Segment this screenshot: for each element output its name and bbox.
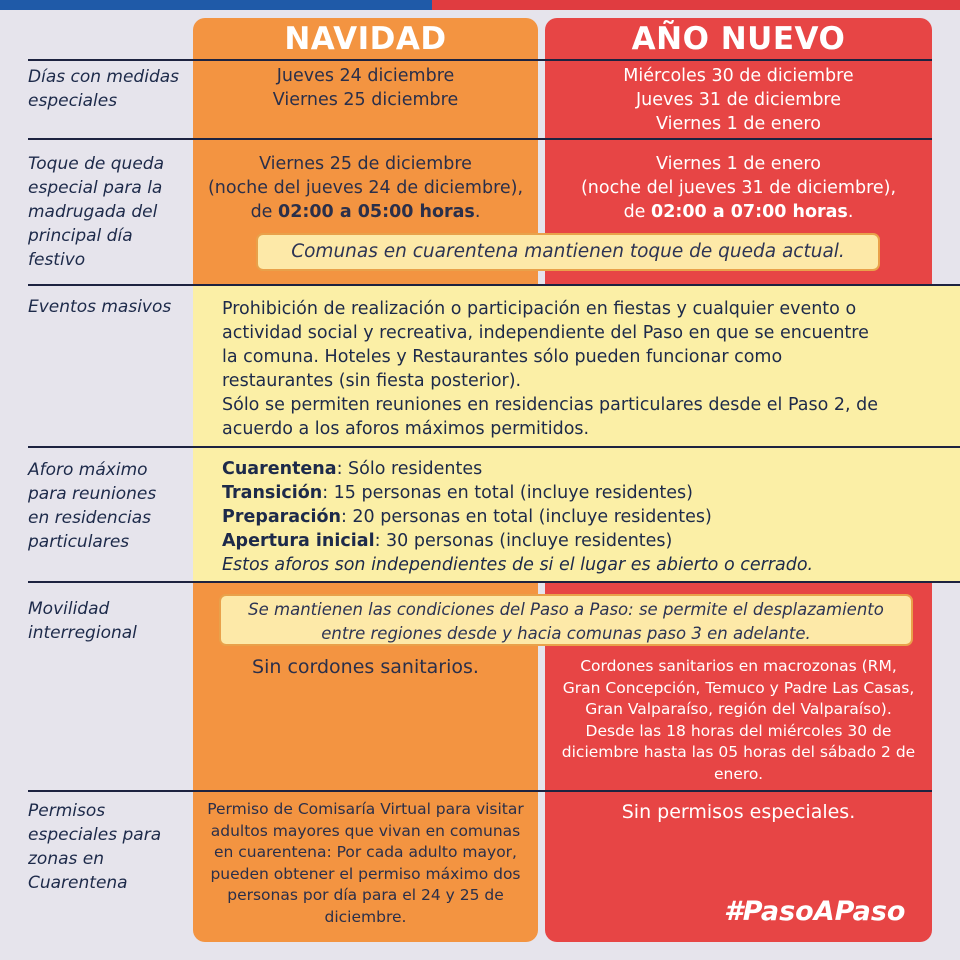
row-divider: [28, 284, 960, 286]
movilidad-ano-line: Cordones sanitarios en macrozonas (RM,: [580, 657, 897, 675]
top-bar-blue: [0, 0, 432, 10]
toque-prefix: de: [623, 202, 652, 222]
movilidad-ano-line: Desde las 18 horas del miércoles 30 de: [585, 721, 892, 740]
permisos-navidad-line: en cuarentena: Por cada adulto mayor,: [214, 843, 517, 861]
aforo-desc: : 15 personas en total (incluye residentes): [322, 483, 694, 503]
movilidad-ano-line: Gran Valparaíso, región del Valparaíso).: [585, 700, 892, 718]
movilidad-note-line: entre regiones desde y hacia comunas paso 3 en adelante.: [321, 624, 811, 643]
permisos-navidad: [193, 799, 538, 928]
toque-navidad-line: (noche del jueves 24 de diciembre),: [207, 178, 524, 198]
toque-suffix: .: [847, 202, 854, 222]
movilidad-ano: [545, 656, 932, 785]
dias-ano-line: Jueves 31 de diciembre: [635, 90, 842, 110]
eventos-line: la comuna. Hoteles y Restaurantes sólo pueden funcionar como: [222, 347, 783, 367]
toque-prefix: de: [250, 202, 279, 222]
toque-ano-line: (noche del jueves 31 de diciembre),: [580, 178, 897, 198]
row-divider: [28, 581, 960, 583]
dias-ano-line: Miércoles 30 de diciembre: [623, 66, 854, 86]
row-label-toque: Toque de queda especial para la madrugada del principal día festivo: [28, 154, 164, 270]
toque-navidad-line: Viernes 25 de diciembre: [259, 154, 472, 174]
row-label-permisos: Permisos especiales para zonas en Cuarentena: [28, 801, 162, 893]
curfew-note: Comunas en cuarentena mantienen toque de queda actual.: [256, 233, 880, 271]
hashtag: #PasoAPaso: [724, 896, 906, 927]
toque-navidad: [193, 152, 538, 224]
aforo-item: [222, 505, 922, 529]
row-label-aforo: Aforo máximo para reuniones en residencias particulares: [28, 460, 157, 552]
aforo-item: [222, 457, 922, 481]
permisos-navidad-line: adultos mayores que vivan en comunas: [210, 821, 521, 840]
aforo-note: Estos aforos son independientes de si el lugar es abierto o cerrado.: [222, 555, 814, 575]
dias-ano-line: Viernes 1 de enero: [656, 114, 821, 134]
eventos-line: Prohibición de realización o participación en fiestas y cualquier evento o: [222, 299, 857, 319]
aforo-term: Transición: [222, 483, 323, 503]
permisos-navidad-line: Permiso de Comisaría Virtual para visitar: [207, 800, 524, 818]
movilidad-note: [219, 594, 913, 646]
eventos-text: [222, 297, 922, 441]
aforo-desc: : Sólo residentes: [336, 459, 483, 479]
permisos-navidad-line: personas por día para el 24 y 25 de: [227, 886, 504, 904]
aforo-term: Preparación: [222, 507, 341, 527]
navidad-header: NAVIDAD: [284, 21, 447, 57]
eventos-line: restaurantes (sin fiesta posterior).: [222, 371, 522, 391]
row-divider: [28, 59, 932, 61]
eventos-line: actividad social y recreativa, independiente del Paso en que se encuentre: [222, 323, 869, 343]
aforo-item: [222, 529, 922, 553]
eventos-line: Sólo se permiten reuniones en residencias particulares desde el Paso 2, de: [222, 395, 878, 415]
aforo-desc: : 20 personas en total (incluye residentes): [340, 507, 712, 527]
row-divider: [28, 790, 932, 792]
dias-ano: [545, 64, 932, 136]
toque-ano-bold: 02:00 a 07:00 horas: [651, 202, 848, 222]
eventos-line: acuerdo a los aforos máximos permitidos.: [222, 419, 590, 439]
toque-ano-hours: [545, 200, 932, 224]
row-divider: [28, 138, 932, 140]
permisos-ano: Sin permisos especiales.: [621, 801, 856, 823]
movilidad-ano-line: enero.: [713, 764, 764, 783]
dias-navidad-line: Viernes 25 diciembre: [272, 90, 459, 110]
permisos-navidad-line: diciembre.: [324, 907, 407, 926]
permisos-navidad-line: pueden obtener el permiso máximo dos: [210, 864, 521, 883]
toque-navidad-hours: [193, 200, 538, 224]
aforo-item: [222, 481, 922, 505]
top-bar-red: [432, 0, 960, 10]
row-label-eventos: Eventos masivos: [28, 297, 172, 317]
aforo-text: [222, 457, 922, 577]
toque-navidad-bold: 02:00 a 05:00 horas: [278, 202, 475, 222]
row-divider: [28, 446, 960, 448]
row-label-movilidad: Movilidad interregional: [28, 599, 137, 643]
row-label-dias: Días con medidas especiales: [28, 67, 180, 111]
dias-navidad: [193, 64, 538, 112]
ano-nuevo-header: AÑO NUEVO: [631, 21, 846, 57]
toque-ano-line: Viernes 1 de enero: [656, 154, 821, 174]
aforo-desc: : 30 personas (incluye residentes): [374, 531, 673, 551]
movilidad-ano-line: diciembre hasta las 05 horas del sábado 2 de: [561, 743, 916, 761]
toque-ano: [545, 152, 932, 224]
aforo-term: Apertura inicial: [222, 531, 375, 551]
movilidad-ano-line: Gran Concepción, Temuco y Padre Las Casas,: [562, 678, 915, 697]
movilidad-note-line: Se mantienen las condiciones del Paso a Paso: se permite el desplazamiento: [248, 600, 884, 619]
toque-suffix: .: [474, 202, 481, 222]
dias-navidad-line: Jueves 24 diciembre: [276, 66, 455, 86]
aforo-term: Cuarentena: [222, 459, 337, 479]
movilidad-navidad: Sin cordones sanitarios.: [252, 656, 479, 678]
